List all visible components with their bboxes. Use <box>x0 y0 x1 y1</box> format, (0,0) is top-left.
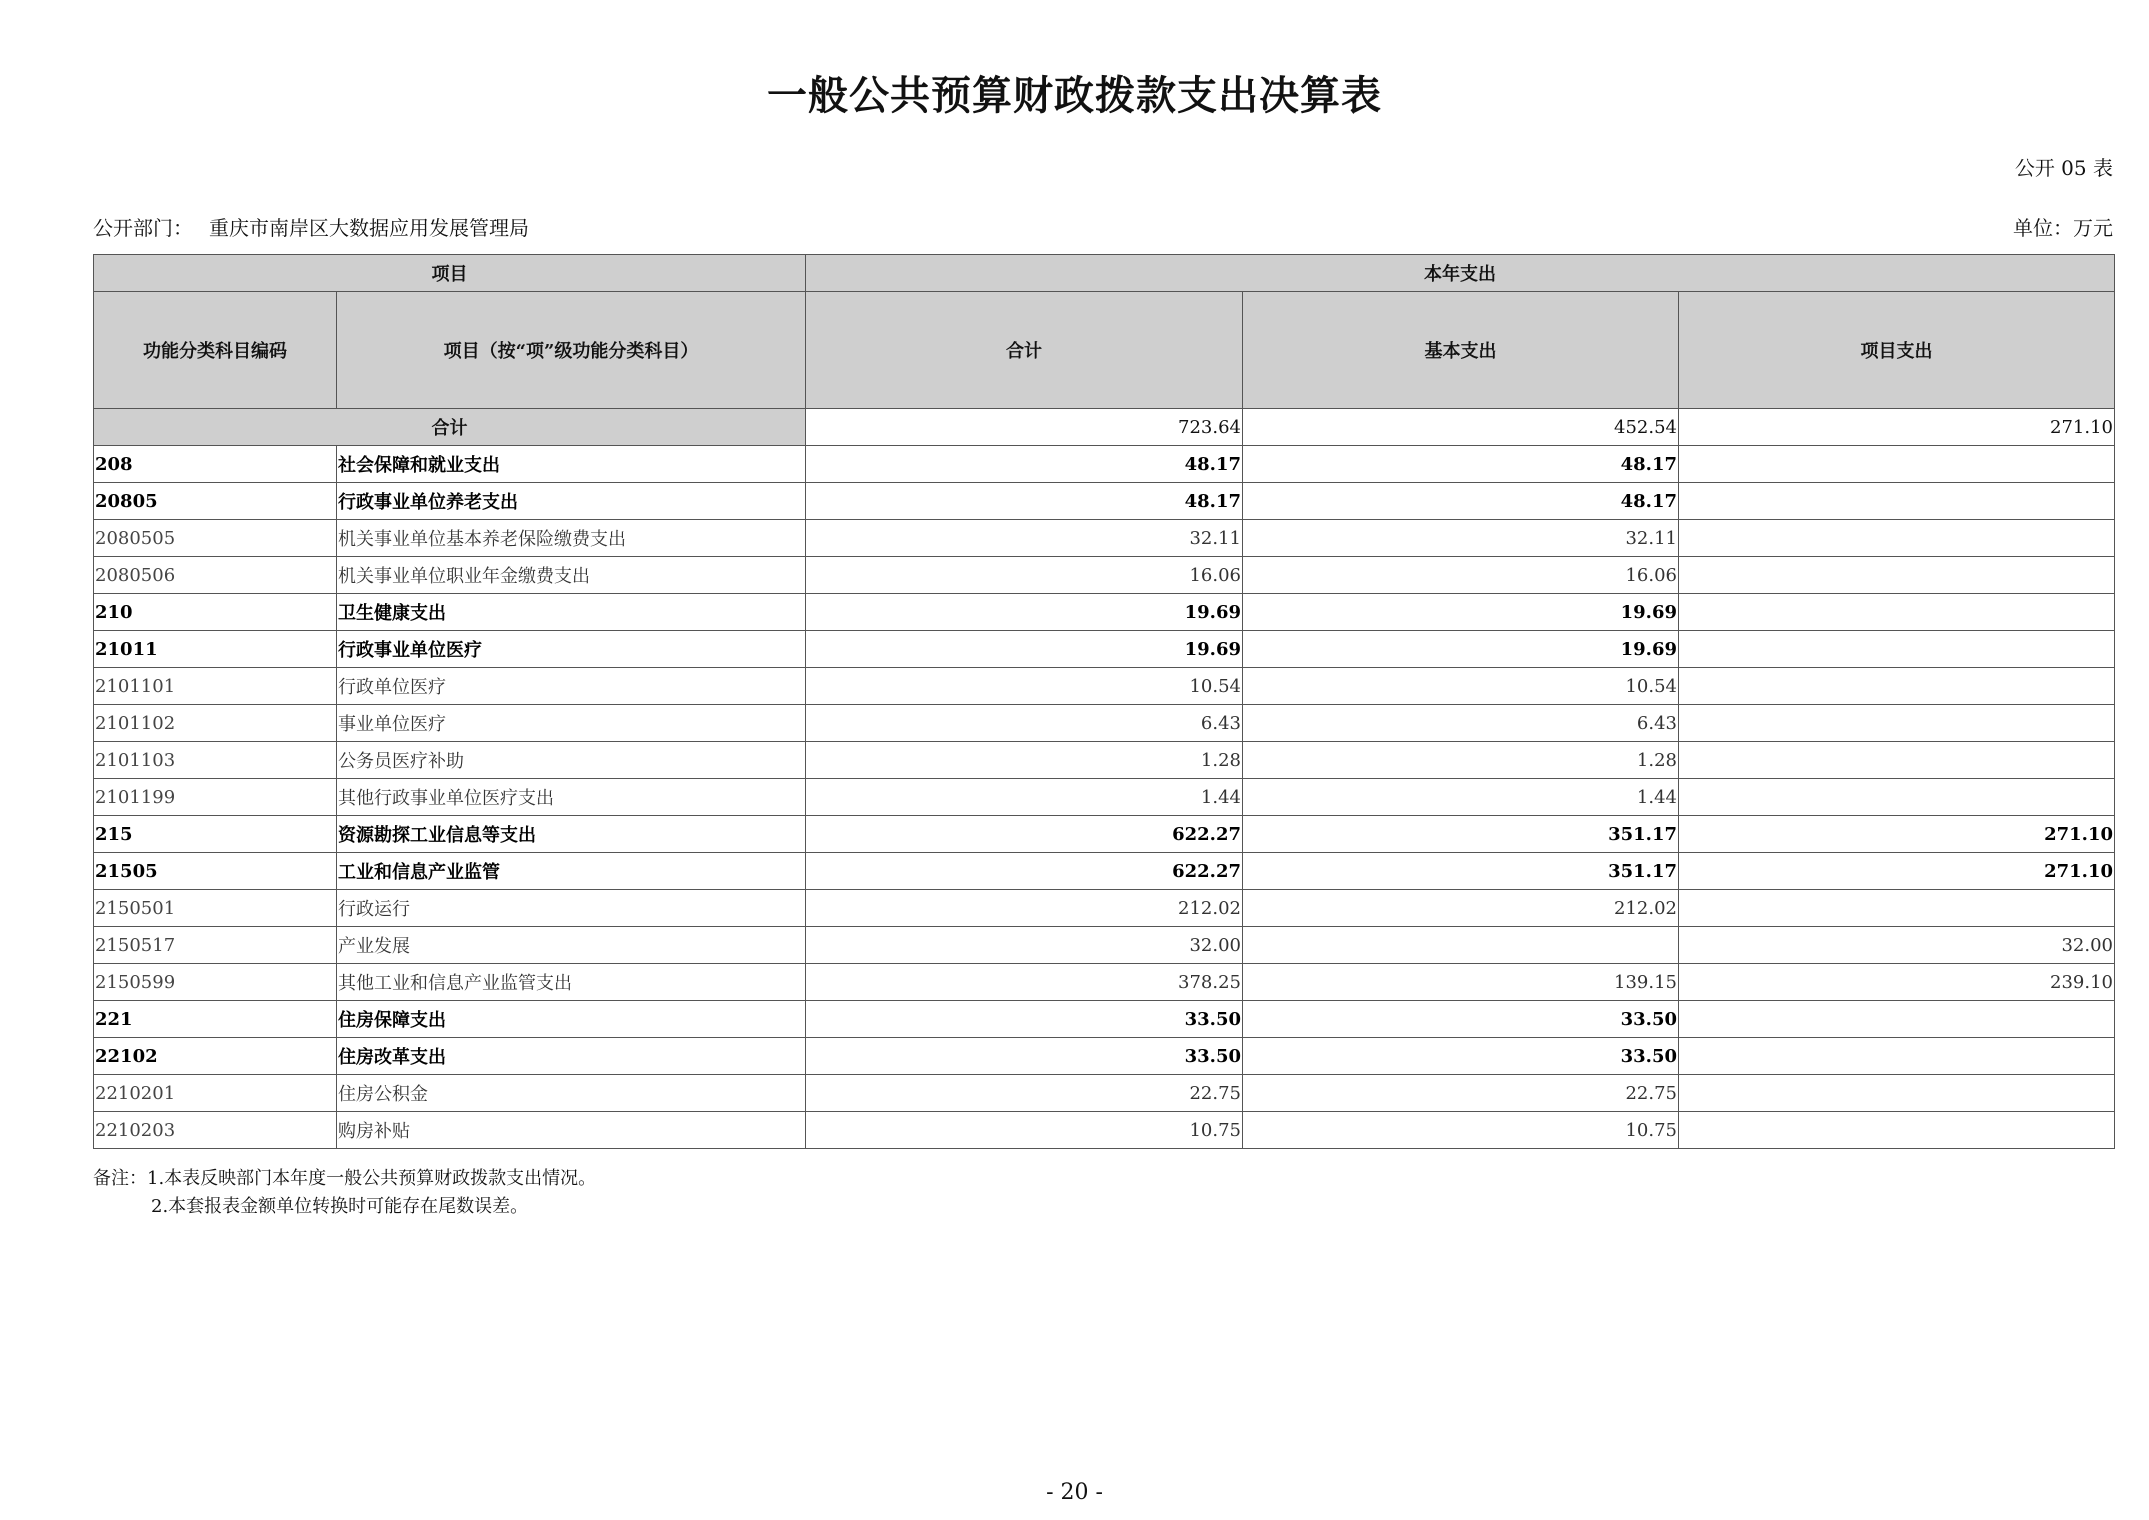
cell-basic: 22.75 <box>1243 1075 1679 1112</box>
cell-code: 2150517 <box>94 927 337 964</box>
cell-basic: 1.28 <box>1243 742 1679 779</box>
total-basic: 452.54 <box>1243 409 1679 446</box>
cell-total: 622.27 <box>806 816 1243 853</box>
table-row <box>94 927 2115 964</box>
expenditure-table <box>93 254 2115 1149</box>
department-name: 重庆市南岸区大数据应用发展管理局 <box>209 216 529 240</box>
cell-code: 2080505 <box>94 520 337 557</box>
cell-basic: 48.17 <box>1243 483 1679 520</box>
table-row <box>94 631 2115 668</box>
cell-total: 1.28 <box>806 742 1243 779</box>
cell-code: 215 <box>94 816 337 853</box>
cell-total: 19.69 <box>806 631 1243 668</box>
cell-code: 221 <box>94 1001 337 1038</box>
table-row <box>94 446 2115 483</box>
cell-code: 2101103 <box>94 742 337 779</box>
cell-basic: 19.69 <box>1243 631 1679 668</box>
cell-project <box>1679 705 2115 742</box>
cell-name: 购房补贴 <box>337 1112 806 1149</box>
cell-basic: 48.17 <box>1243 446 1679 483</box>
cell-name: 行政事业单位医疗 <box>337 631 806 668</box>
cell-project <box>1679 557 2115 594</box>
cell-name: 公务员医疗补助 <box>337 742 806 779</box>
cell-basic: 10.54 <box>1243 668 1679 705</box>
cell-code: 208 <box>94 446 337 483</box>
cell-name: 其他工业和信息产业监管支出 <box>337 964 806 1001</box>
table-row <box>94 668 2115 705</box>
cell-basic: 139.15 <box>1243 964 1679 1001</box>
cell-code: 22102 <box>94 1038 337 1075</box>
cell-total: 16.06 <box>806 557 1243 594</box>
table-number: 公开 05 表 <box>2014 156 2113 180</box>
cell-code: 2101199 <box>94 779 337 816</box>
cell-total: 33.50 <box>806 1001 1243 1038</box>
cell-code: 2210201 <box>94 1075 337 1112</box>
cell-name: 其他行政事业单位医疗支出 <box>337 779 806 816</box>
cell-name: 行政运行 <box>337 890 806 927</box>
cell-basic: 351.17 <box>1243 853 1679 890</box>
department-label: 公开部门： <box>93 216 193 240</box>
cell-project <box>1679 1001 2115 1038</box>
cell-basic: 1.44 <box>1243 779 1679 816</box>
cell-project <box>1679 520 2115 557</box>
page-title: 一般公共预算财政拨款支出决算表 <box>767 73 1382 119</box>
cell-total: 32.11 <box>806 520 1243 557</box>
cell-basic: 33.50 <box>1243 1038 1679 1075</box>
cell-basic: 16.06 <box>1243 557 1679 594</box>
cell-total: 48.17 <box>806 446 1243 483</box>
cell-basic: 351.17 <box>1243 816 1679 853</box>
table-row <box>94 1075 2115 1112</box>
cell-name: 住房公积金 <box>337 1075 806 1112</box>
cell-name: 产业发展 <box>337 927 806 964</box>
cell-project <box>1679 742 2115 779</box>
cell-name: 卫生健康支出 <box>337 594 806 631</box>
cell-basic: 19.69 <box>1243 594 1679 631</box>
cell-total: 33.50 <box>806 1038 1243 1075</box>
cell-project <box>1679 446 2115 483</box>
table-row <box>94 594 2115 631</box>
table-row <box>94 557 2115 594</box>
cell-project <box>1679 1075 2115 1112</box>
table-row <box>94 853 2115 890</box>
table-row <box>94 520 2115 557</box>
cell-code: 2080506 <box>94 557 337 594</box>
cell-project: 32.00 <box>1679 927 2115 964</box>
cell-project <box>1679 1112 2115 1149</box>
cell-total: 378.25 <box>806 964 1243 1001</box>
cell-total: 22.75 <box>806 1075 1243 1112</box>
cell-total: 10.75 <box>806 1112 1243 1149</box>
cell-basic: 212.02 <box>1243 890 1679 927</box>
cell-basic: 10.75 <box>1243 1112 1679 1149</box>
cell-code: 2150501 <box>94 890 337 927</box>
cell-project <box>1679 631 2115 668</box>
table-row <box>94 1112 2115 1149</box>
cell-project <box>1679 779 2115 816</box>
cell-code: 2101102 <box>94 705 337 742</box>
cell-name: 行政事业单位养老支出 <box>337 483 806 520</box>
header-total: 合计 <box>806 292 1243 409</box>
cell-total: 622.27 <box>806 853 1243 890</box>
cell-basic: 32.11 <box>1243 520 1679 557</box>
total-project: 271.10 <box>1679 409 2115 446</box>
cell-code: 2150599 <box>94 964 337 1001</box>
note-1: 备注：1.本表反映部门本年度一般公共预算财政拨款支出情况。 <box>93 1168 597 1189</box>
cell-total: 1.44 <box>806 779 1243 816</box>
cell-code: 2210203 <box>94 1112 337 1149</box>
page-number: - 20 - <box>1046 1480 1103 1505</box>
total-label: 合计 <box>94 409 806 446</box>
table-row <box>94 1001 2115 1038</box>
cell-total: 19.69 <box>806 594 1243 631</box>
cell-total: 10.54 <box>806 668 1243 705</box>
notes <box>93 1165 596 1221</box>
table-row <box>94 742 2115 779</box>
table-row <box>94 483 2115 520</box>
cell-code: 21011 <box>94 631 337 668</box>
header-basic: 基本支出 <box>1243 292 1679 409</box>
cell-total: 48.17 <box>806 483 1243 520</box>
cell-basic <box>1243 927 1679 964</box>
cell-project <box>1679 1038 2115 1075</box>
header-row-1 <box>94 255 2115 292</box>
cell-name: 事业单位医疗 <box>337 705 806 742</box>
cell-project <box>1679 483 2115 520</box>
cell-project: 271.10 <box>1679 816 2115 853</box>
cell-basic: 6.43 <box>1243 705 1679 742</box>
header-project-expenditure: 项目支出 <box>1679 292 2115 409</box>
cell-name: 工业和信息产业监管 <box>337 853 806 890</box>
note-2: 2.本套报表金额单位转换时可能存在尾数误差。 <box>151 1196 529 1217</box>
cell-basic: 33.50 <box>1243 1001 1679 1038</box>
cell-project <box>1679 668 2115 705</box>
cell-code: 210 <box>94 594 337 631</box>
cell-name: 住房保障支出 <box>337 1001 806 1038</box>
total-row <box>94 409 2115 446</box>
cell-project <box>1679 594 2115 631</box>
header-name: 项目（按“项”级功能分类科目） <box>337 292 806 409</box>
header-code: 功能分类科目编码 <box>94 292 337 409</box>
cell-name: 住房改革支出 <box>337 1038 806 1075</box>
cell-project: 271.10 <box>1679 853 2115 890</box>
cell-code: 2101101 <box>94 668 337 705</box>
header-row-2 <box>94 292 2115 409</box>
header-project: 项目 <box>94 255 806 292</box>
cell-name: 机关事业单位基本养老保险缴费支出 <box>337 520 806 557</box>
cell-project: 239.10 <box>1679 964 2115 1001</box>
table-row <box>94 964 2115 1001</box>
table-row <box>94 779 2115 816</box>
unit-label: 单位：万元 <box>2013 216 2113 240</box>
table-row <box>94 816 2115 853</box>
table-row <box>94 705 2115 742</box>
header-this-year: 本年支出 <box>806 255 2115 292</box>
total-amount: 723.64 <box>806 409 1243 446</box>
cell-name: 资源勘探工业信息等支出 <box>337 816 806 853</box>
cell-name: 机关事业单位职业年金缴费支出 <box>337 557 806 594</box>
cell-code: 21505 <box>94 853 337 890</box>
table-row <box>94 1038 2115 1075</box>
cell-project <box>1679 890 2115 927</box>
cell-total: 32.00 <box>806 927 1243 964</box>
cell-code: 20805 <box>94 483 337 520</box>
cell-total: 6.43 <box>806 705 1243 742</box>
cell-total: 212.02 <box>806 890 1243 927</box>
cell-name: 行政单位医疗 <box>337 668 806 705</box>
cell-name: 社会保障和就业支出 <box>337 446 806 483</box>
table-row <box>94 890 2115 927</box>
department <box>93 212 529 241</box>
